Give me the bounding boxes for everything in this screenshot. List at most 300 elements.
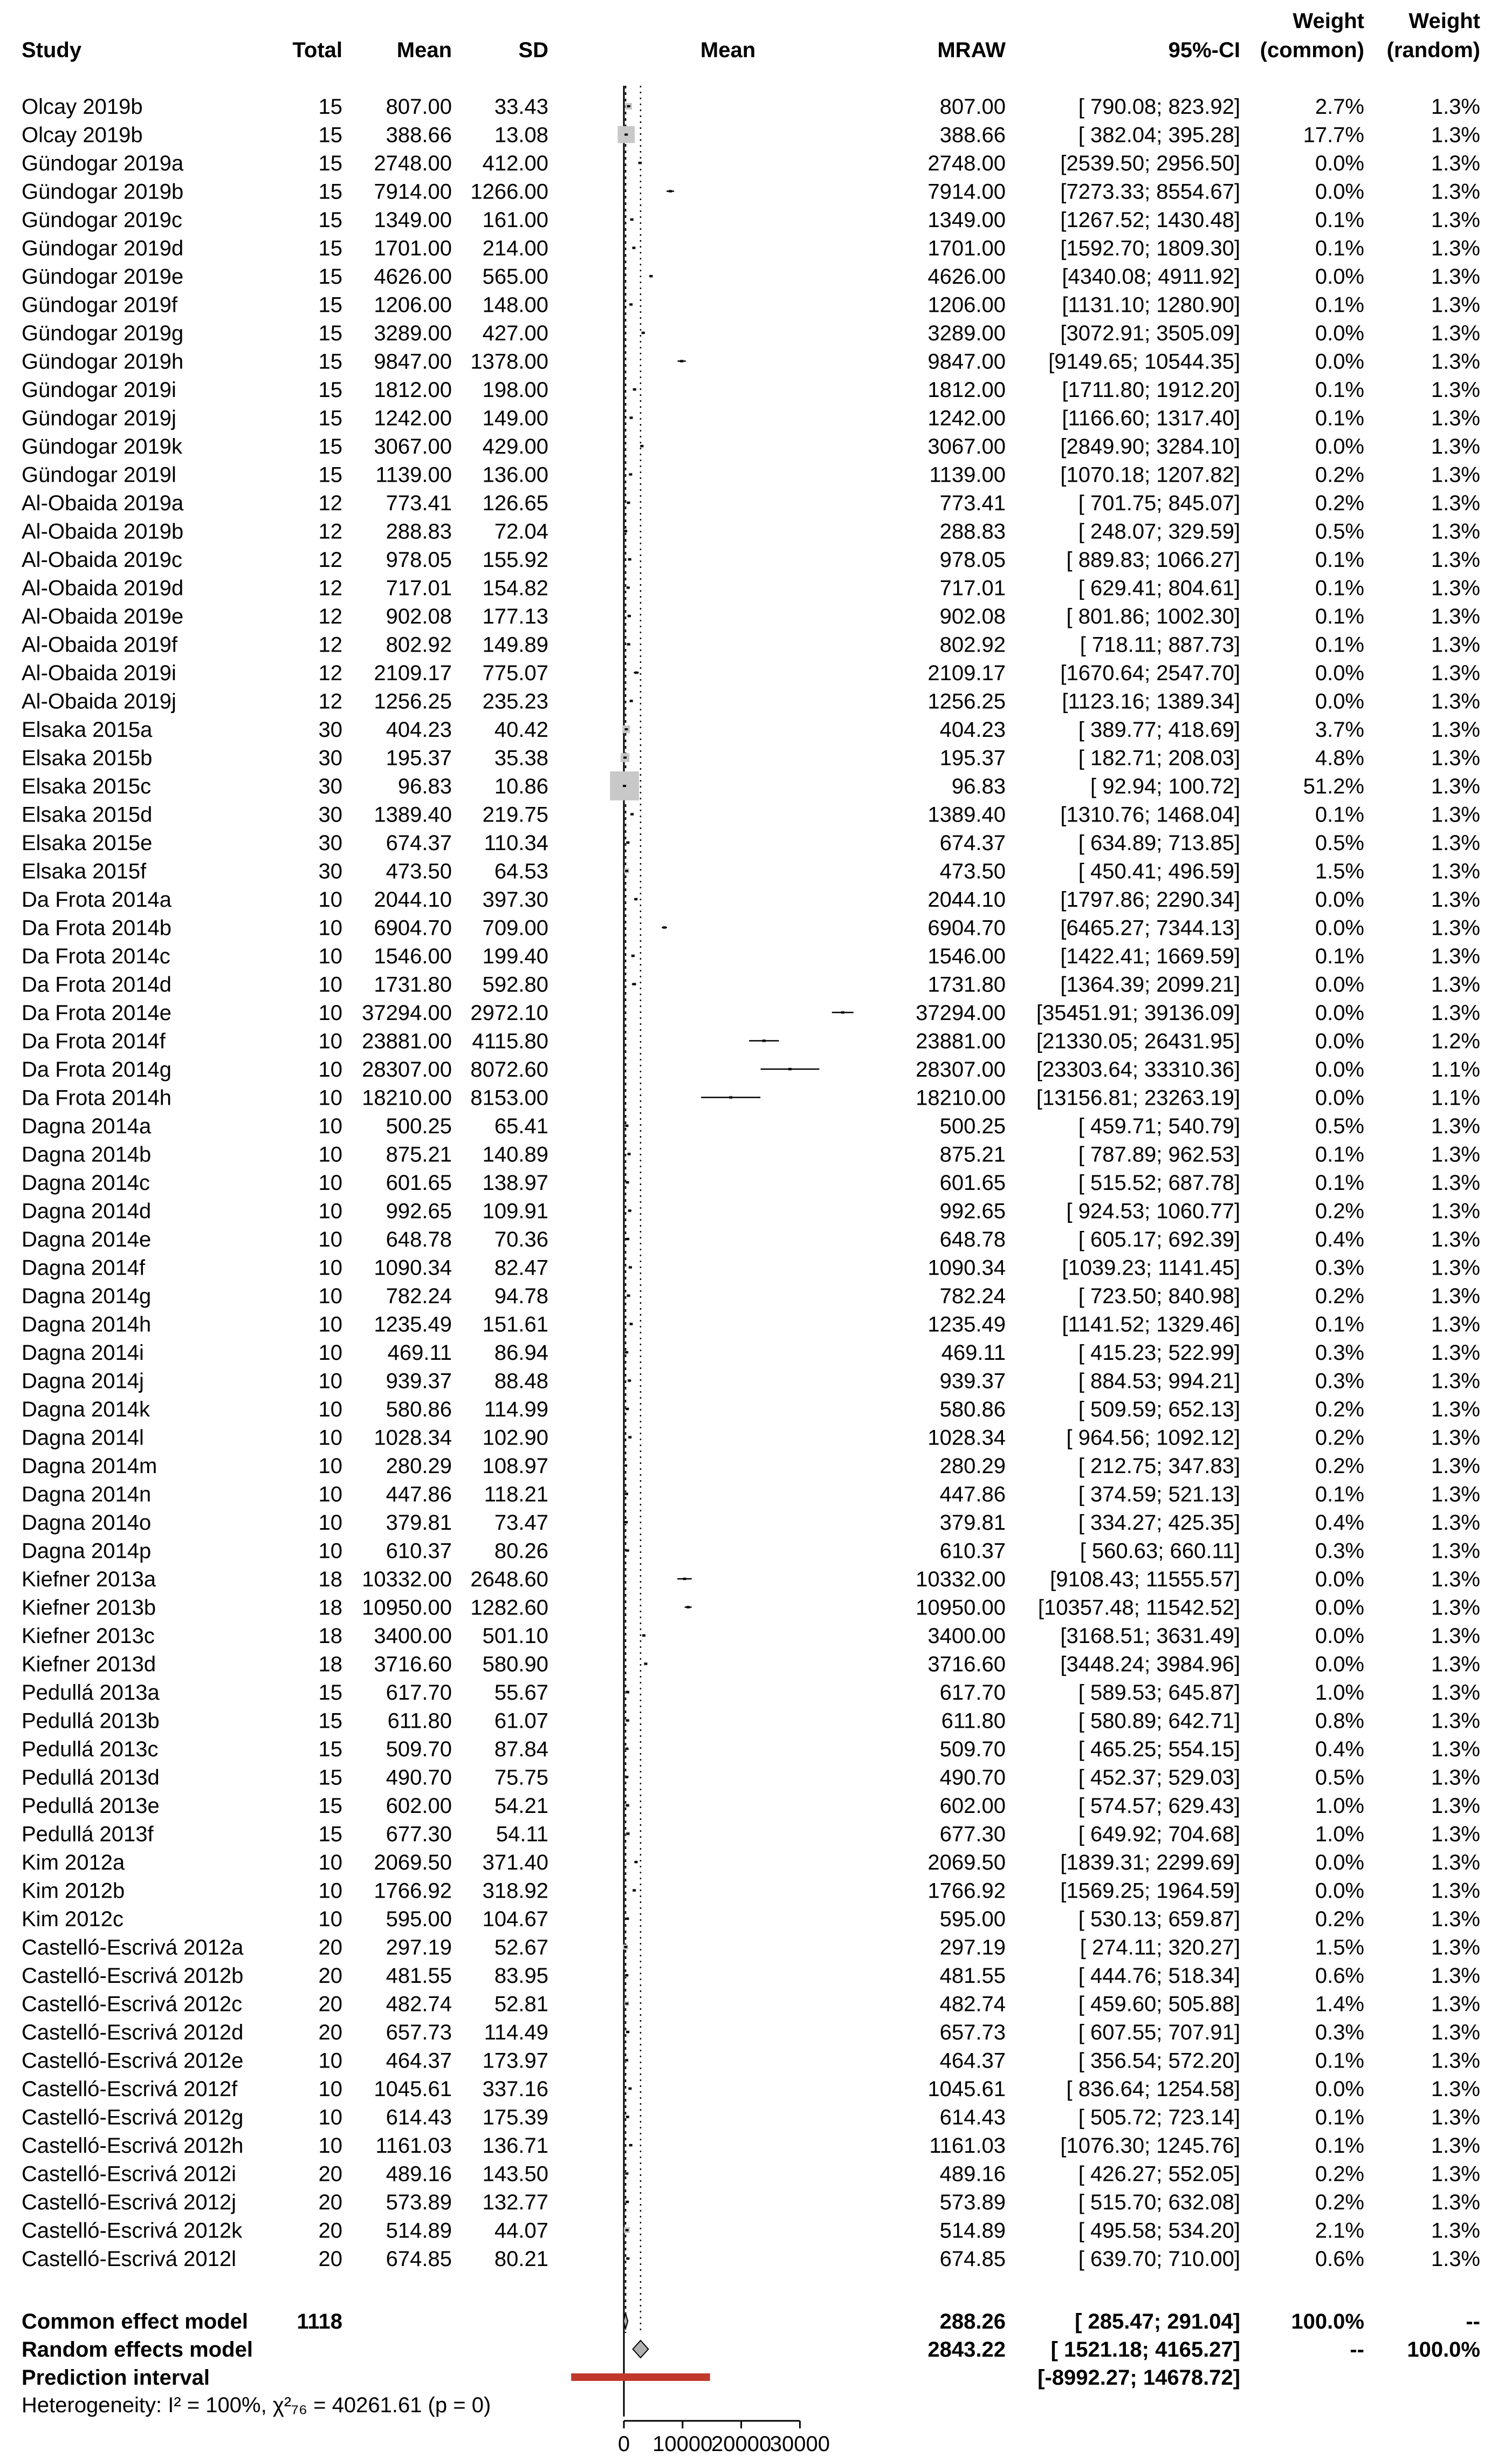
study-ci: [1364.39; 2099.21] <box>1060 973 1240 997</box>
random-effects-weight-random: 100.0% <box>1407 2338 1480 2362</box>
study-weight-common: 0.0% <box>1315 435 1364 458</box>
study-name: Dagna 2014m <box>22 1454 157 1478</box>
study-name: Dagna 2014i <box>22 1341 144 1365</box>
study-weight-common: 0.1% <box>1315 208 1364 232</box>
study-total: 10 <box>318 888 342 912</box>
study-total: 10 <box>318 1369 342 1393</box>
study-total: 20 <box>318 2247 342 2271</box>
study-weight-common: 1.0% <box>1315 1681 1364 1705</box>
study-sd: 161.00 <box>482 208 548 232</box>
study-mraw: 1045.61 <box>927 2077 1006 2101</box>
study-sd: 151.61 <box>482 1312 548 1337</box>
study-ci: [ 382.04; 395.28] <box>1078 123 1240 147</box>
study-sd: 40.42 <box>494 718 548 742</box>
study-ci: [9149.65; 10544.35] <box>1048 350 1240 374</box>
study-total: 15 <box>318 406 342 430</box>
study-sd: 52.67 <box>494 1935 548 1960</box>
study-weight-common: 3.7% <box>1315 718 1364 742</box>
study-total: 30 <box>318 775 342 798</box>
study-mean: 23881.00 <box>362 1029 452 1053</box>
study-name: Gündogar 2019g <box>22 321 184 345</box>
study-weight-common: 0.0% <box>1315 1624 1364 1648</box>
study-ci: [ 574.57; 629.43] <box>1078 1794 1240 1818</box>
study-mean: 464.37 <box>386 2049 452 2073</box>
common-effect-weight-random: -- <box>1466 2310 1480 2333</box>
study-sd: 114.49 <box>484 2021 548 2044</box>
study-mean: 610.37 <box>386 1539 452 1563</box>
study-mean: 469.11 <box>387 1341 452 1365</box>
study-weight-common: 1.0% <box>1315 1822 1364 1846</box>
study-weight-common: 0.4% <box>1315 1228 1364 1251</box>
study-weight-common: 0.0% <box>1315 1596 1364 1620</box>
study-weight-random: 1.3% <box>1431 1142 1480 1167</box>
study-mraw: 481.55 <box>939 1964 1006 1988</box>
study-mraw: 677.30 <box>939 1822 1006 1846</box>
study-name: Castelló-Escrivá 2012a <box>22 1935 244 1960</box>
study-name: Da Frota 2014a <box>22 888 171 912</box>
study-name: Gündogar 2019i <box>22 378 176 402</box>
study-weight-random: 1.3% <box>1431 95 1480 119</box>
study-mean: 3067.00 <box>374 435 452 458</box>
study-weight-common: 0.3% <box>1315 1369 1364 1393</box>
study-weight-common: 0.2% <box>1315 1907 1364 1931</box>
study-ci: [ 495.58; 534.20] <box>1078 2219 1240 2243</box>
study-mean: 7914.00 <box>374 180 452 204</box>
study-name: Da Frota 2014e <box>22 1001 171 1025</box>
study-ci: [1422.41; 1669.59] <box>1060 944 1240 968</box>
study-sd: 102.90 <box>482 1426 548 1450</box>
study-name: Pedullá 2013c <box>22 1737 159 1761</box>
study-total: 15 <box>318 1737 342 1761</box>
study-name: Elsaka 2015e <box>22 831 153 855</box>
random-effects-diamond <box>633 2340 649 2358</box>
study-weight-random: 1.3% <box>1431 1341 1480 1365</box>
study-name: Da Frota 2014f <box>22 1029 166 1053</box>
study-total: 15 <box>318 236 342 261</box>
study-ci: [1592.70; 1809.30] <box>1060 236 1240 261</box>
study-weight-random: 1.1% <box>1431 1086 1480 1110</box>
study-name: Gündogar 2019h <box>22 350 184 374</box>
study-mraw: 1731.80 <box>927 973 1006 997</box>
study-ci: [ 182.71; 208.03] <box>1078 746 1240 770</box>
study-weight-random: 1.3% <box>1431 1001 1480 1025</box>
study-name: Olcay 2019b <box>22 95 143 119</box>
study-name: Pedullá 2013b <box>22 1709 160 1733</box>
study-weight-common: 0.0% <box>1315 1851 1364 1874</box>
study-weight-random: 1.3% <box>1431 1511 1480 1535</box>
study-name: Da Frota 2014g <box>22 1058 171 1082</box>
study-total: 10 <box>318 1539 342 1563</box>
study-total: 10 <box>318 1879 342 1903</box>
study-mraw: 1349.00 <box>927 208 1006 232</box>
study-weight-common: 0.1% <box>1315 1142 1364 1167</box>
study-ci: [ 801.86; 1002.30] <box>1066 605 1240 628</box>
study-ci: [ 415.23; 522.99] <box>1078 1341 1240 1365</box>
study-name: Dagna 2014n <box>22 1482 152 1507</box>
study-ci: [ 426.27; 552.05] <box>1078 2162 1240 2186</box>
study-mraw: 3289.00 <box>927 321 1006 345</box>
study-weight-common: 0.1% <box>1315 803 1364 827</box>
study-weight-random: 1.3% <box>1431 2105 1480 2130</box>
study-mean: 10332.00 <box>362 1568 452 1591</box>
study-sd: 235.23 <box>482 689 548 714</box>
study-total: 10 <box>318 1454 342 1478</box>
study-name: Gündogar 2019b <box>22 180 184 204</box>
study-total: 20 <box>318 2021 342 2044</box>
study-ci: [ 560.63; 660.11] <box>1080 1539 1240 1563</box>
study-ci: [ 634.89; 713.85] <box>1078 831 1240 855</box>
study-name: Gündogar 2019d <box>22 236 184 261</box>
study-weight-random: 1.3% <box>1431 746 1480 770</box>
study-mraw: 379.81 <box>939 1511 1006 1535</box>
study-ci: [ 515.70; 632.08] <box>1078 2191 1240 2214</box>
study-mraw: 404.23 <box>939 718 1006 742</box>
study-mraw: 7914.00 <box>927 180 1006 204</box>
study-mraw: 1206.00 <box>927 293 1006 317</box>
study-weight-random: 1.3% <box>1431 803 1480 827</box>
study-name: Elsaka 2015c <box>22 775 152 798</box>
header-mraw: MRAW <box>937 38 1006 62</box>
study-total: 10 <box>318 1907 342 1931</box>
study-name: Pedullá 2013d <box>22 1765 160 1790</box>
study-mraw: 10332.00 <box>916 1568 1006 1591</box>
study-weight-common: 1.5% <box>1315 1935 1364 1960</box>
study-weight-common: 0.1% <box>1315 1312 1364 1337</box>
study-total: 12 <box>318 633 342 657</box>
study-mean: 514.89 <box>386 2219 452 2243</box>
study-total: 30 <box>318 746 342 770</box>
study-weight-random: 1.3% <box>1431 633 1480 657</box>
study-sd: 83.95 <box>494 1964 548 1988</box>
study-weight-random: 1.3% <box>1431 718 1480 742</box>
study-ci: [ 452.37; 529.03] <box>1078 1765 1240 1790</box>
study-mean: 482.74 <box>386 1992 452 2016</box>
study-name: Kim 2012a <box>22 1851 125 1874</box>
study-sd: 80.26 <box>494 1539 548 1563</box>
study-weight-common: 0.0% <box>1315 2077 1364 2101</box>
study-total: 10 <box>318 1029 342 1053</box>
study-mean: 657.73 <box>386 2021 452 2044</box>
study-weight-random: 1.3% <box>1431 661 1480 685</box>
study-mean: 875.21 <box>386 1142 452 1167</box>
study-sd: 592.80 <box>482 973 548 997</box>
study-sd: 136.71 <box>482 2134 548 2158</box>
study-mraw: 4626.00 <box>927 265 1006 289</box>
study-sd: 104.67 <box>482 1907 548 1931</box>
study-total: 10 <box>318 2105 342 2130</box>
study-mraw: 500.25 <box>939 1114 1006 1138</box>
study-weight-common: 0.0% <box>1315 1029 1364 1053</box>
study-sd: 219.75 <box>482 803 548 827</box>
study-weight-random: 1.3% <box>1431 1114 1480 1138</box>
study-mean: 9847.00 <box>374 350 452 374</box>
study-weight-random: 1.3% <box>1431 1398 1480 1421</box>
study-total: 18 <box>318 1624 342 1648</box>
study-mraw: 992.65 <box>939 1199 1006 1223</box>
study-mean: 28307.00 <box>362 1058 452 1082</box>
study-mraw: 610.37 <box>939 1539 1006 1563</box>
study-mraw: 601.65 <box>939 1171 1006 1195</box>
study-weight-common: 0.2% <box>1315 1426 1364 1450</box>
study-total: 12 <box>318 548 342 572</box>
study-name: Castelló-Escrivá 2012k <box>22 2219 243 2243</box>
study-weight-random: 1.2% <box>1431 1029 1480 1053</box>
study-sd: 52.81 <box>494 1992 548 2016</box>
study-weight-random: 1.3% <box>1431 1454 1480 1478</box>
study-name: Al-Obaida 2019f <box>22 633 178 657</box>
study-ci: [7273.33; 8554.67] <box>1060 180 1240 204</box>
study-sd: 44.07 <box>494 2219 548 2243</box>
study-ci: [ 459.60; 505.88] <box>1078 1992 1240 2016</box>
study-sd: 109.91 <box>482 1199 548 1223</box>
study-total: 20 <box>318 1935 342 1960</box>
study-total: 15 <box>318 1709 342 1733</box>
study-mean: 807.00 <box>386 95 452 119</box>
study-mean: 489.16 <box>386 2162 452 2186</box>
study-name: Dagna 2014h <box>22 1312 152 1337</box>
study-weight-random: 1.3% <box>1431 548 1480 572</box>
study-mean: 6904.70 <box>374 916 452 940</box>
study-name: Castelló-Escrivá 2012l <box>22 2247 236 2271</box>
study-total: 10 <box>318 1199 342 1223</box>
study-weight-common: 4.8% <box>1315 746 1364 770</box>
study-ci: [35451.91; 39136.09] <box>1036 1001 1240 1025</box>
study-mean: 717.01 <box>386 576 452 600</box>
study-total: 10 <box>318 916 342 940</box>
study-total: 30 <box>318 803 342 827</box>
study-ci: [1131.10; 1280.90] <box>1062 293 1240 317</box>
study-mean: 992.65 <box>386 1199 452 1223</box>
study-weight-common: 0.1% <box>1315 378 1364 402</box>
study-mean: 1028.34 <box>374 1426 452 1450</box>
study-weight-random: 1.3% <box>1431 180 1480 204</box>
study-sd: 88.48 <box>494 1369 548 1393</box>
study-ci: [ 505.72; 723.14] <box>1078 2105 1240 2130</box>
study-name: Al-Obaida 2019a <box>22 491 184 515</box>
study-weight-random: 1.3% <box>1431 1284 1480 1308</box>
study-ci: [ 607.55; 707.91] <box>1078 2021 1240 2044</box>
study-name: Dagna 2014j <box>22 1369 144 1393</box>
study-mean: 404.23 <box>386 718 452 742</box>
header-weight-random-2: (random) <box>1386 38 1480 62</box>
study-weight-common: 0.1% <box>1315 2105 1364 2130</box>
study-weight-random: 1.3% <box>1431 1228 1480 1251</box>
study-weight-common: 0.8% <box>1315 1709 1364 1733</box>
study-weight-common: 0.0% <box>1315 1058 1364 1082</box>
study-sd: 155.92 <box>482 548 548 572</box>
study-name: Da Frota 2014b <box>22 916 171 940</box>
study-ci: [ 884.53; 994.21] <box>1078 1369 1240 1393</box>
study-ci: [1123.16; 1389.34] <box>1062 689 1240 714</box>
study-mraw: 10950.00 <box>916 1596 1006 1620</box>
study-name: Al-Obaida 2019b <box>22 519 184 544</box>
study-mraw: 978.05 <box>939 548 1006 572</box>
study-mean: 509.70 <box>386 1737 452 1761</box>
study-name: Elsaka 2015b <box>22 746 153 770</box>
study-name: Castelló-Escrivá 2012d <box>22 2021 244 2044</box>
study-mraw: 3400.00 <box>927 1624 1006 1648</box>
study-weight-random: 1.3% <box>1431 576 1480 600</box>
study-weight-random: 1.3% <box>1431 1992 1480 2016</box>
study-mraw: 807.00 <box>939 95 1006 119</box>
common-effect-estimate: 288.26 <box>939 2310 1006 2333</box>
study-weight-common: 0.0% <box>1315 350 1364 374</box>
study-mean: 195.37 <box>386 746 452 770</box>
study-mraw: 1546.00 <box>927 944 1006 968</box>
study-sd: 154.82 <box>482 576 548 600</box>
study-weight-random: 1.3% <box>1431 208 1480 232</box>
study-mraw: 288.83 <box>939 519 1006 544</box>
study-weight-common: 2.7% <box>1315 95 1364 119</box>
study-mean: 473.50 <box>386 859 452 884</box>
study-mean: 10950.00 <box>362 1596 452 1620</box>
common-effect-weight-common: 100.0% <box>1291 2310 1364 2333</box>
study-weight-common: 2.1% <box>1315 2219 1364 2243</box>
study-sd: 86.94 <box>494 1341 548 1365</box>
study-mraw: 23881.00 <box>916 1029 1006 1053</box>
study-name: Dagna 2014o <box>22 1511 152 1535</box>
study-name: Castelló-Escrivá 2012e <box>22 2049 244 2073</box>
study-weight-random: 1.3% <box>1431 859 1480 884</box>
study-mraw: 1256.25 <box>927 689 1006 714</box>
study-ci: [ 964.56; 1092.12] <box>1066 1426 1240 1450</box>
study-mraw: 674.37 <box>939 831 1006 855</box>
study-mraw: 280.29 <box>939 1454 1006 1478</box>
study-weight-common: 0.5% <box>1315 1114 1364 1138</box>
study-total: 12 <box>318 605 342 628</box>
study-name: Kim 2012b <box>22 1879 125 1903</box>
prediction-interval-ci: [-8992.27; 14678.72] <box>1037 2366 1240 2390</box>
random-effects-estimate: 2843.22 <box>927 2338 1006 2362</box>
study-total: 12 <box>318 491 342 515</box>
study-mean: 1812.00 <box>374 378 452 402</box>
study-ci: [1797.86; 2290.34] <box>1060 888 1240 912</box>
study-weight-common: 0.2% <box>1315 1284 1364 1308</box>
study-mraw: 2109.17 <box>927 661 1006 685</box>
study-weight-common: 1.4% <box>1315 1992 1364 2016</box>
study-name: Dagna 2014l <box>22 1426 144 1450</box>
header-study: Study <box>22 38 82 62</box>
study-sd: 397.30 <box>482 888 548 912</box>
study-weight-random: 1.3% <box>1431 775 1480 798</box>
study-ci: [ 459.71; 540.79] <box>1078 1114 1240 1138</box>
study-mraw: 902.08 <box>939 605 1006 628</box>
study-name: Dagna 2014c <box>22 1171 150 1195</box>
study-weight-random: 1.3% <box>1431 1652 1480 1676</box>
study-ci: [3168.51; 3631.49] <box>1060 1624 1240 1648</box>
study-name: Castelló-Escrivá 2012j <box>22 2191 236 2214</box>
study-ci: [ 248.07; 329.59] <box>1078 519 1240 544</box>
study-weight-random: 1.3% <box>1431 123 1480 147</box>
study-mraw: 674.85 <box>939 2247 1006 2271</box>
study-sd: 70.36 <box>494 1228 548 1251</box>
study-weight-common: 0.0% <box>1315 916 1364 940</box>
study-ci: [ 509.59; 652.13] <box>1078 1398 1240 1421</box>
study-sd: 412.00 <box>482 152 548 175</box>
study-name: Dagna 2014a <box>22 1114 152 1138</box>
study-mraw: 297.19 <box>939 1935 1006 1960</box>
study-total: 10 <box>318 2049 342 2073</box>
study-total: 15 <box>318 1794 342 1818</box>
study-weight-random: 1.3% <box>1431 1171 1480 1195</box>
study-weight-random: 1.3% <box>1431 1907 1480 1931</box>
study-mean: 280.29 <box>386 1454 452 1478</box>
study-weight-common: 0.1% <box>1315 406 1364 430</box>
study-mraw: 490.70 <box>939 1765 1006 1790</box>
x-axis-tick-label: 20000 <box>711 2432 772 2456</box>
study-weight-random: 1.3% <box>1431 1794 1480 1818</box>
study-ci: [ 701.75; 845.07] <box>1078 491 1240 515</box>
study-mraw: 9847.00 <box>927 350 1006 374</box>
study-name: Dagna 2014k <box>22 1398 150 1421</box>
study-name: Kiefner 2013c <box>22 1624 155 1648</box>
study-sd: 143.50 <box>482 2162 548 2186</box>
study-sd: 136.00 <box>482 463 548 487</box>
study-mraw: 1028.34 <box>927 1426 1006 1450</box>
common-effect-ci: [ 285.47; 291.04] <box>1075 2310 1240 2333</box>
study-name: Dagna 2014d <box>22 1199 152 1223</box>
study-mean: 481.55 <box>386 1964 452 1988</box>
study-weight-random: 1.3% <box>1431 435 1480 458</box>
study-mean: 674.85 <box>386 2247 452 2271</box>
study-ci: [ 530.13; 659.87] <box>1078 1907 1240 1931</box>
study-mraw: 1139.00 <box>929 463 1006 487</box>
study-ci: [9108.43; 11555.57] <box>1050 1568 1240 1591</box>
study-sd: 72.04 <box>494 519 548 544</box>
study-ci: [ 649.92; 704.68] <box>1078 1822 1240 1846</box>
study-weight-random: 1.3% <box>1431 378 1480 402</box>
study-weight-common: 0.2% <box>1315 1398 1364 1421</box>
study-mean: 978.05 <box>386 548 452 572</box>
study-sd: 61.07 <box>494 1709 548 1733</box>
study-weight-common: 0.0% <box>1315 1879 1364 1903</box>
common-effect-label: Common effect model <box>22 2310 249 2333</box>
study-sd: 94.78 <box>494 1284 548 1308</box>
study-weight-random: 1.3% <box>1431 2191 1480 2214</box>
study-ci: [1141.52; 1329.46] <box>1062 1312 1240 1337</box>
study-weight-random: 1.3% <box>1431 1568 1480 1591</box>
study-mraw: 3716.60 <box>927 1652 1006 1676</box>
study-ci: [13156.81; 23263.19] <box>1036 1086 1240 1110</box>
study-ci: [4340.08; 4911.92] <box>1062 265 1240 289</box>
study-name: Gündogar 2019j <box>22 406 176 430</box>
study-mean: 1766.92 <box>374 1879 452 1903</box>
study-mean: 18210.00 <box>362 1086 452 1110</box>
study-name: Gündogar 2019f <box>22 293 178 317</box>
study-ci: [ 465.25; 554.15] <box>1078 1737 1240 1761</box>
study-weight-random: 1.3% <box>1431 152 1480 175</box>
study-name: Da Frota 2014h <box>22 1086 171 1110</box>
study-weight-random: 1.3% <box>1431 1765 1480 1790</box>
study-weight-random: 1.3% <box>1431 236 1480 261</box>
study-weight-common: 0.3% <box>1315 1256 1364 1280</box>
study-weight-common: 0.0% <box>1315 1652 1364 1676</box>
study-total: 10 <box>318 1114 342 1138</box>
study-mean: 2069.50 <box>374 1851 452 1874</box>
study-total: 10 <box>318 1284 342 1308</box>
study-mean: 3289.00 <box>374 321 452 345</box>
study-total: 10 <box>318 1482 342 1507</box>
study-ci: [ 639.70; 710.00] <box>1078 2247 1240 2271</box>
study-ci: [ 356.54; 572.20] <box>1078 2049 1240 2073</box>
study-mraw: 28307.00 <box>916 1058 1006 1082</box>
study-mraw: 447.86 <box>939 1482 1006 1507</box>
study-total: 12 <box>318 576 342 600</box>
study-ci: [ 718.11; 887.73] <box>1080 633 1240 657</box>
study-weight-random: 1.3% <box>1431 2077 1480 2101</box>
study-weight-common: 0.3% <box>1315 2021 1364 2044</box>
study-sd: 54.11 <box>496 1822 548 1846</box>
